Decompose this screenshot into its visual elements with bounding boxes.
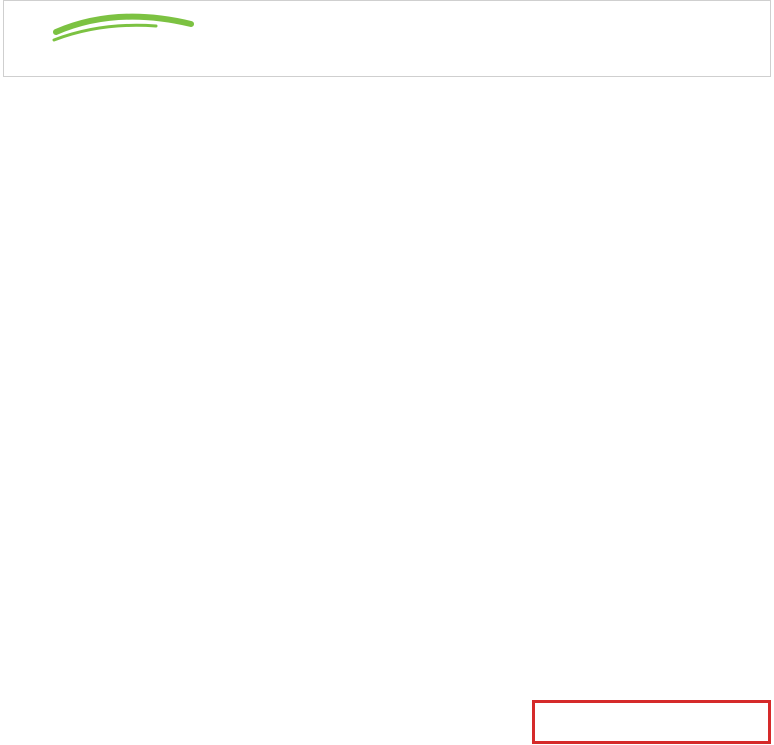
header-box-border (3, 0, 771, 77)
toplam-odenen-highlight (532, 700, 771, 744)
